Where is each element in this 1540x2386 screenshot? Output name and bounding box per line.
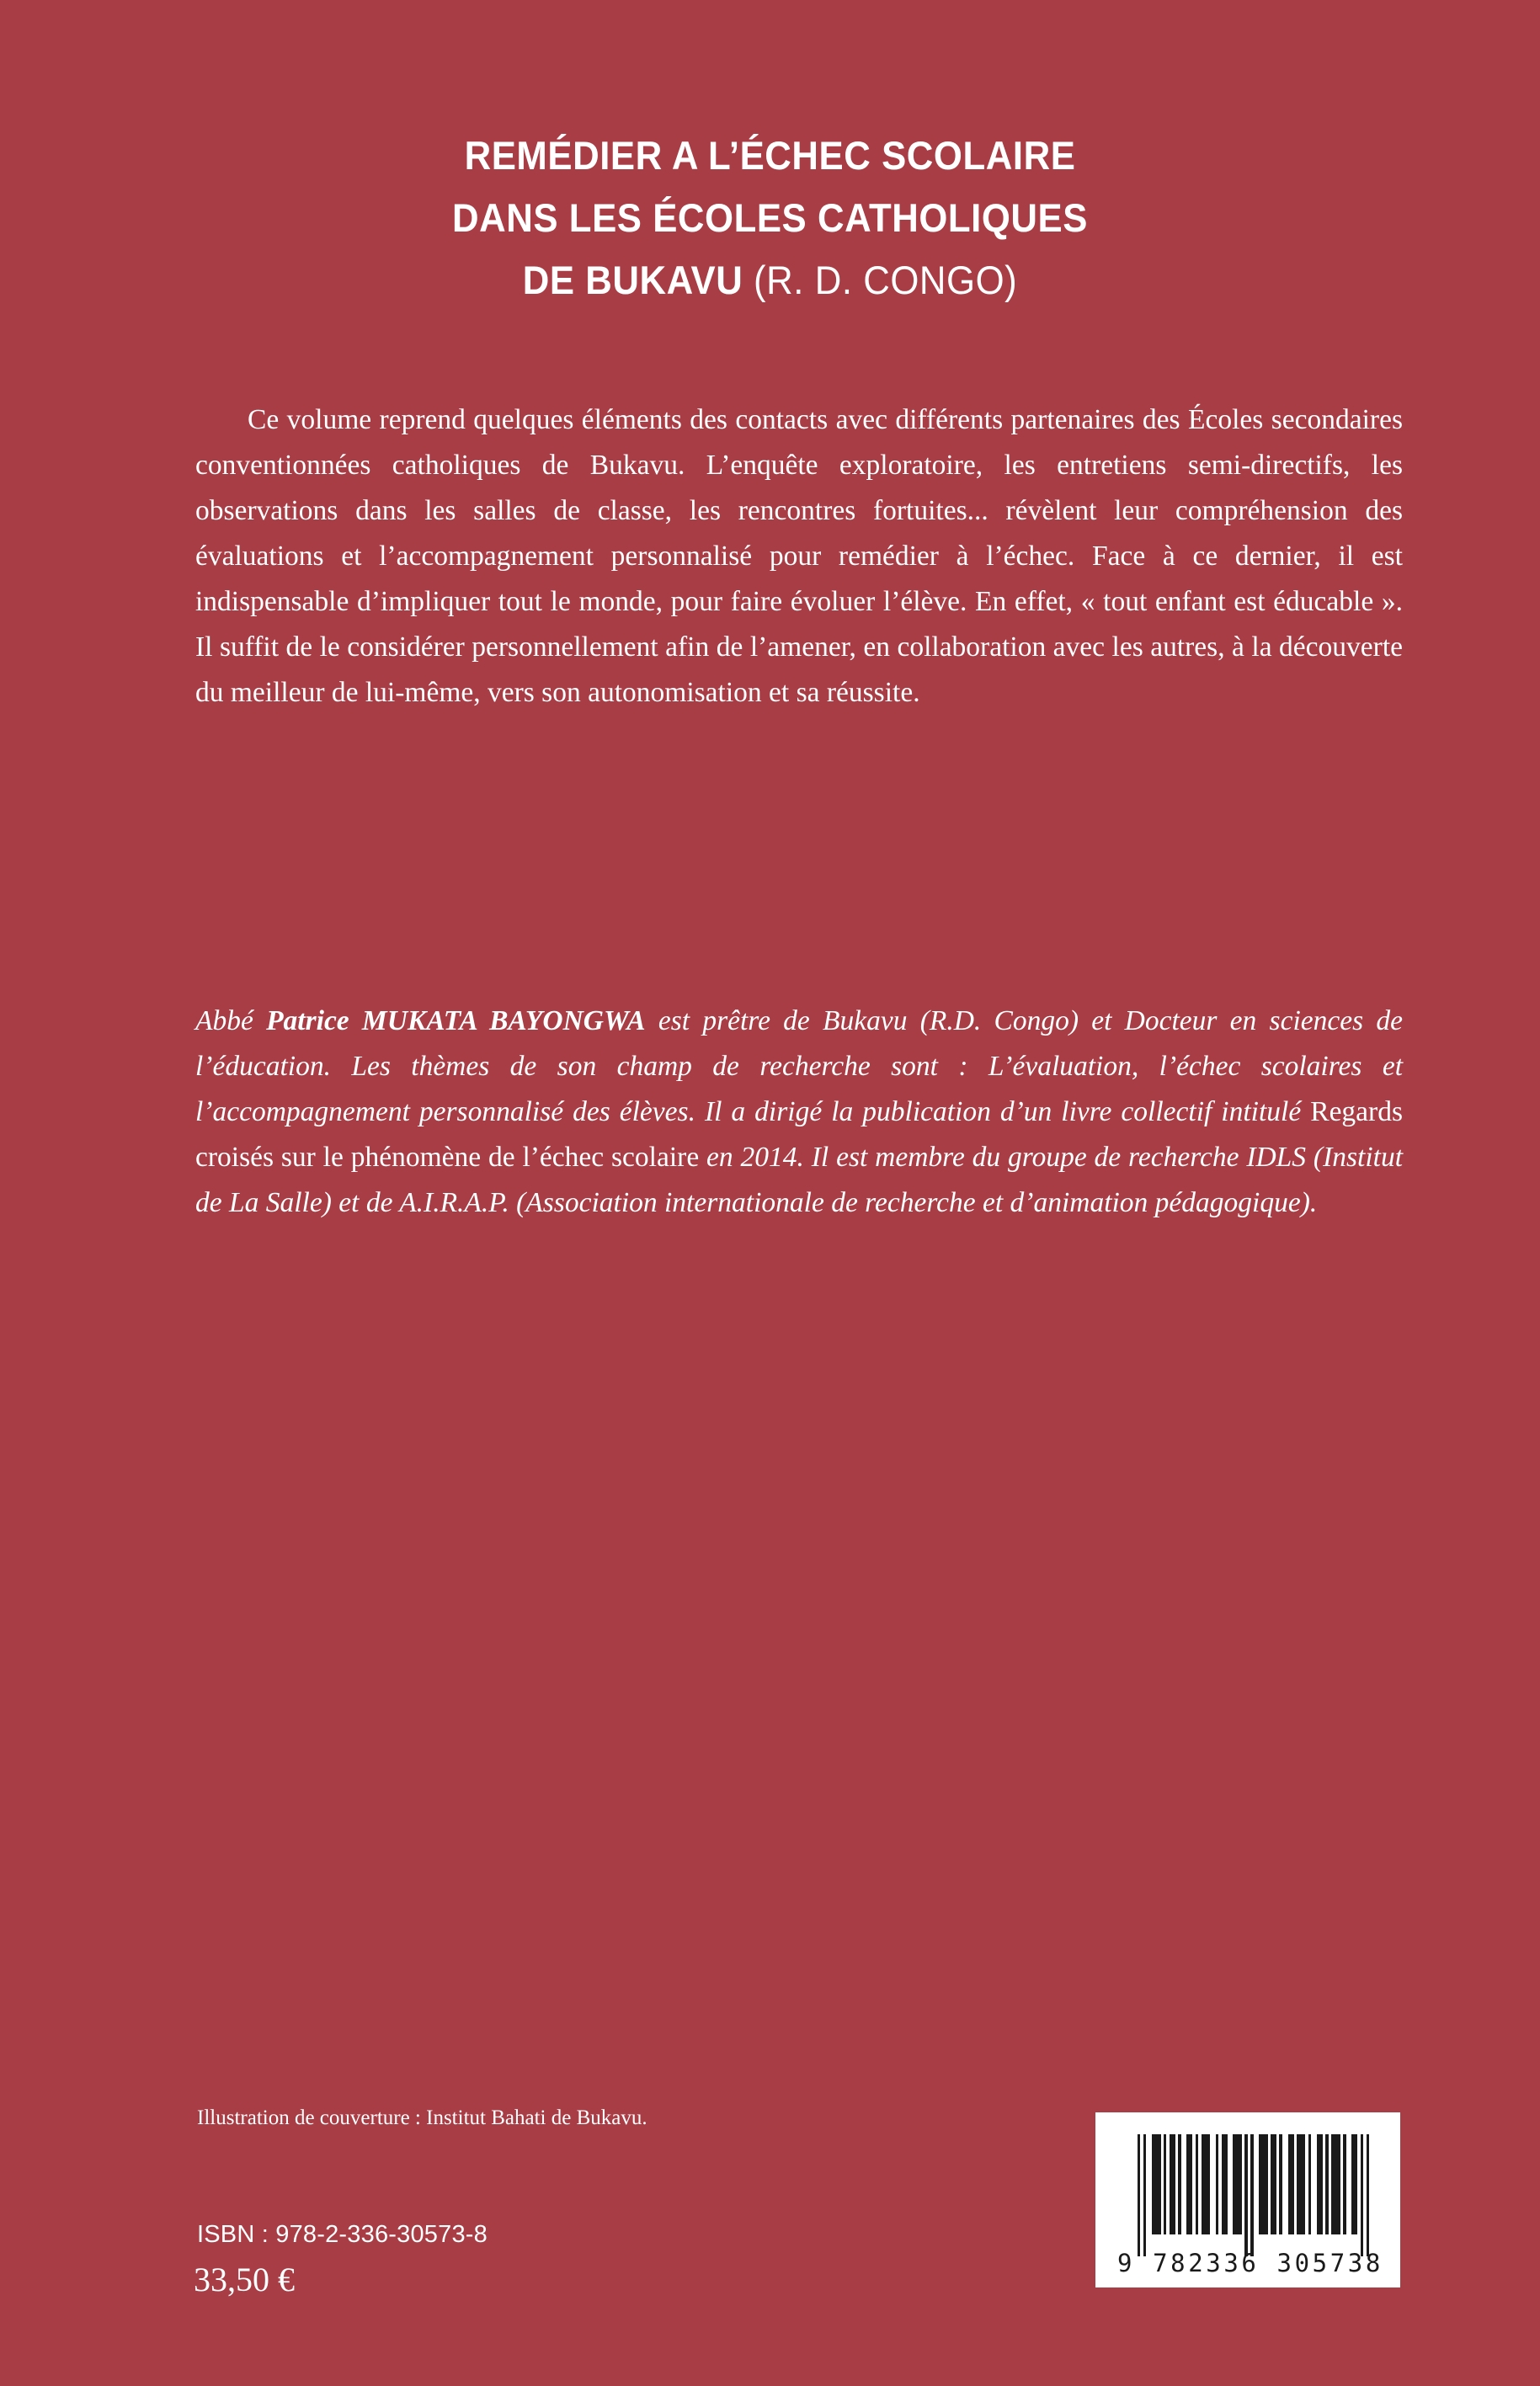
book-title: [0, 125, 1540, 312]
barcode-guard-bar: [1244, 2134, 1247, 2256]
barcode-number: 9 782336 305738: [1117, 2249, 1383, 2277]
author-bio-paragraph: [195, 999, 1403, 1226]
barcode-bars: [1138, 2134, 1369, 2256]
barcode-bar: [1186, 2134, 1192, 2234]
title-line-3-bold: DE BUKAVU: [522, 258, 754, 302]
author-name: Patrice MUKATA BAYONGWA: [266, 1004, 646, 1036]
illustration-credit: Illustration de couverture : Institut Bahati de Bukavu.: [197, 2106, 647, 2129]
referenced-book-title: Regards croisés sur le phénomène de l’échec scolaire: [195, 1095, 1403, 1173]
isbn-text: ISBN : 978-2-336-30573-8: [197, 2221, 488, 2248]
barcode-space: [1282, 2134, 1288, 2135]
barcode-bar: [1222, 2134, 1228, 2234]
barcode-bar: [1308, 2134, 1311, 2234]
barcode-bar: [1331, 2134, 1340, 2234]
barcode-bar: [1297, 2134, 1305, 2234]
bio-part-1: est prêtre de Bukavu (R.D. Congo) et Docteur en sciences de l’éducation. Les thèmes de son champ de recherche sont : L’évaluation, l’échec scolaires et l’accompagnement personnalisé des élèves. Il a dirigé la publication d’un livre collectif intitulé: [195, 1004, 1404, 1127]
barcode-space: [1346, 2134, 1352, 2135]
barcode-bar: [1351, 2134, 1357, 2234]
barcode-space: [1311, 2134, 1317, 2135]
barcode-space: [1181, 2134, 1187, 2135]
barcode-bar: [1216, 2134, 1218, 2234]
barcode-bar: [1178, 2134, 1180, 2234]
barcode-bar: [1288, 2134, 1294, 2234]
barcode-bar: [1233, 2134, 1241, 2234]
barcode-bar: [1196, 2134, 1198, 2234]
barcode-bar: [1317, 2134, 1323, 2234]
barcode-space: [1146, 2134, 1152, 2135]
bio-part-2: en 2014. Il est membre du groupe de recherche IDLS (Institut de La Salle) et de A.I.R.A.P. (Association internationale de recherche et d’animation pédagogique).: [195, 1141, 1403, 1218]
title-line-2: DANS LES ÉCOLES CATHOLIQUES: [452, 195, 1088, 240]
barcode-guard-bar: [1361, 2134, 1363, 2256]
barcode-space: [1228, 2134, 1234, 2135]
price-text: 33,50 €: [194, 2261, 295, 2298]
barcode-guard-bar: [1143, 2134, 1146, 2256]
barcode-bar: [1202, 2134, 1210, 2234]
barcode-guard-bar: [1250, 2134, 1253, 2256]
barcode-bar: [1279, 2134, 1282, 2234]
barcode-bar: [1271, 2134, 1276, 2234]
barcode-space: [1210, 2134, 1216, 2135]
title-line-3: [54, 249, 1486, 312]
barcode-bar: [1343, 2134, 1346, 2234]
title-line-3-light: (R. D. CONGO): [754, 258, 1018, 302]
barcode-bar: [1152, 2134, 1160, 2234]
barcode-bar: [1259, 2134, 1267, 2234]
bio-prefix: Abbé: [195, 1004, 267, 1036]
barcode-space: [1254, 2134, 1260, 2135]
title-line-1: REMÉDIER A L’ÉCHEC SCOLAIRE: [464, 133, 1076, 178]
barcode-bar: [1164, 2134, 1166, 2234]
barcode-guard-bar: [1367, 2134, 1369, 2256]
barcode-guard-bar: [1138, 2134, 1140, 2256]
barcode-bar: [1170, 2134, 1175, 2234]
barcode-panel: [1095, 2112, 1400, 2287]
barcode-bar: [1325, 2134, 1328, 2234]
blurb-paragraph: Ce volume reprend quelques éléments des contacts avec différents partenaires des Écoles secondaires conventionnées catholiques de Bukavu. L’enquête exploratoire, les entretiens semi-directifs, les observations dans les salles de classe, les rencontres fortuites... révèlent leur compréhension des évaluations et l’accompagnement personnalisé pour remédier à l’échec. Face à ce dernier, il est indispensable d’impliquer tout le monde, pour faire évoluer l’élève. En effet, « tout enfant est éducable ». Il suffit de le considérer personnellement afin de l’amener, en collaboration avec les autres, à la découverte du meilleur de lui-même, vers son autonomisation et sa réussite.: [195, 403, 1403, 708]
